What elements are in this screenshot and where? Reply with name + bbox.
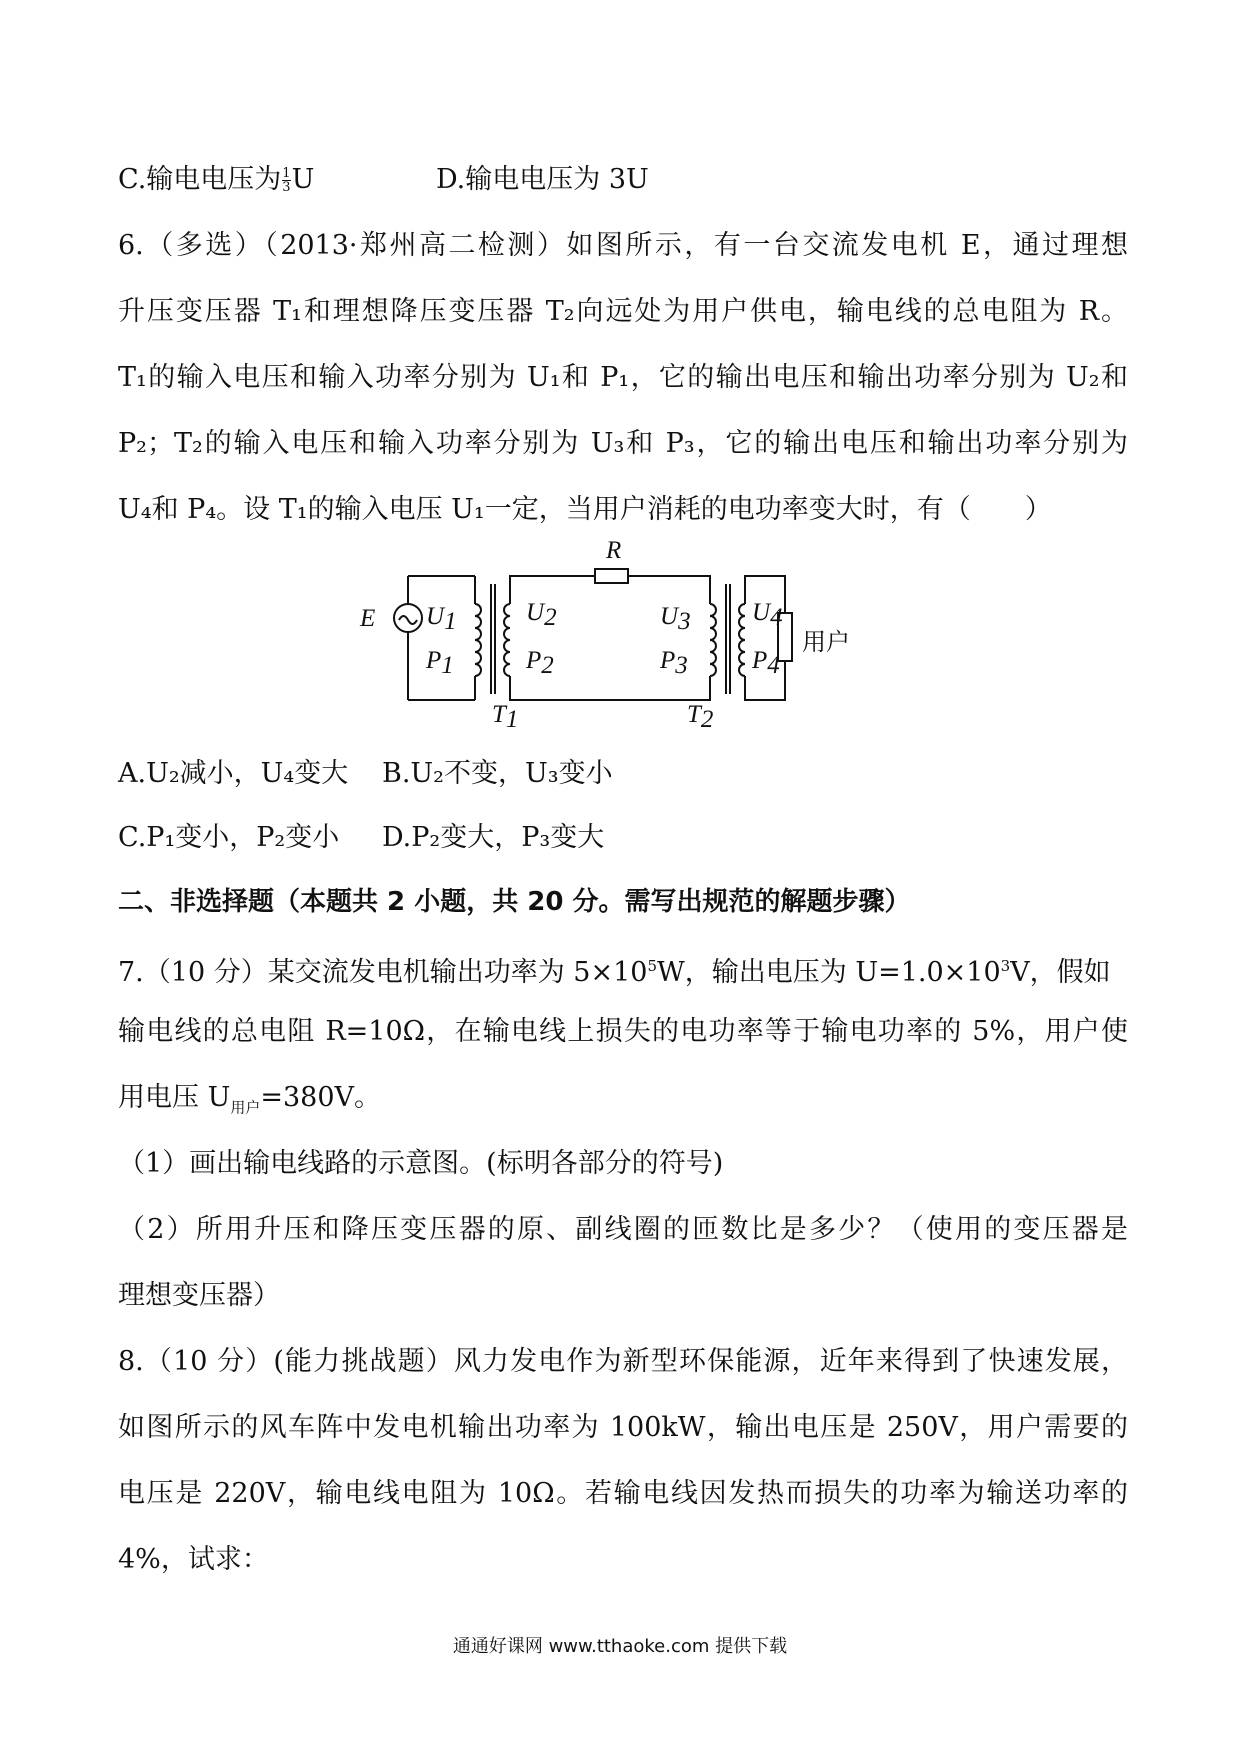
fraction: $\frac{1}{3}$: [282, 166, 291, 195]
label-U3: U3: [660, 603, 691, 635]
label-P4: P4: [752, 647, 780, 679]
label-E: E: [360, 605, 376, 632]
label-R: R: [606, 537, 622, 564]
label-P2: P2: [526, 647, 554, 679]
page-footer: 通通好课网 www.tthaoke.com 提供下载: [452, 1636, 788, 1657]
q5-option-c: C.输电电压为 $\frac{1}{3}$ U: [118, 164, 315, 195]
circuit-diagram: [360, 537, 800, 733]
label-U4: U4: [752, 599, 783, 631]
label-U2: U2: [526, 599, 557, 631]
label-T2: T2: [687, 701, 714, 733]
generator-symbol: [394, 604, 422, 632]
q7-line-3: 用电压 $U_{用户}=380V$。: [118, 1082, 382, 1117]
label-T1: T1: [492, 701, 519, 733]
q8-line-3: 电压是 220V，输电线电阻为 10Ω。若输电线因发热而损失的功率为输送功率的: [118, 1478, 1128, 1509]
q6-option-b: B.U₂不变，U₃变小: [382, 758, 613, 789]
q7-part-2: （2）所用升压和降压变压器的原、副线圈的匝数比是多少？（使用的变压器是: [118, 1214, 1128, 1245]
q5-option-d: D.输电电压为 3U: [436, 164, 649, 195]
section-heading: 二、非选择题（本题共 2 小题，共 20 分。需写出规范的解题步骤）: [118, 887, 911, 917]
label-P1: P1: [426, 647, 454, 679]
label-U1: U1: [426, 603, 457, 635]
q8-line-4: 4%，试求：: [118, 1544, 269, 1575]
label-P3: P3: [660, 647, 688, 679]
q7-line-1: 7.（10 分）某交流发电机输出功率为 $5\times 10^5W$，输出电压为 $U=1.0\times 10^3V$，假如: [118, 957, 1111, 988]
q8-line-2: 如图所示的风车阵中发电机输出功率为 100kW，输出电压是 250V，用户需要的: [118, 1412, 1128, 1443]
resistor-symbol: [595, 569, 628, 583]
label-user-text: 用户: [802, 628, 850, 656]
q6-line-3: T₁的输入电压和输入功率分别为 U₁和 P₁，它的输出电压和输出功率分别为 U₂和: [118, 362, 1128, 393]
q6-line-2: 升压变压器 T₁和理想降压变压器 T₂向远处为用户供电，输电线的总电阻为 R。: [118, 296, 1128, 327]
q8-line-1: 8.（10 分）(能力挑战题）风力发电作为新型环保能源，近年来得到了快速发展，: [118, 1346, 1128, 1377]
q6-line-1: 6.（多选）（2013·郑州高二检测）如图所示，有一台交流发电机 E，通过理想: [118, 230, 1128, 261]
q6-option-a: A.U₂减小，U₄变大: [118, 758, 349, 789]
q7-part-2-cont: 理想变压器）: [118, 1280, 280, 1311]
q7-part-1: （1）画出输电线路的示意图。(标明各部分的符号): [118, 1148, 724, 1179]
q6-option-c: C.P₁变小，P₂变小: [118, 822, 340, 853]
q6-line-5: U₄和 P₄。设 T₁的输入电压 U₁一定，当用户消耗的电功率变大时，有（ ）: [118, 494, 1052, 525]
q6-option-d: D.P₂变大，P₃变大: [382, 822, 605, 853]
q7-line-2: 输电线的总电阻 R=10Ω，在输电线上损失的电功率等于输电功率的 5%，用户使: [118, 1016, 1128, 1047]
q6-line-4: P₂；T₂的输入电压和输入功率分别为 U₃和 P₃，它的输出电压和输出功率分别为: [118, 428, 1128, 459]
